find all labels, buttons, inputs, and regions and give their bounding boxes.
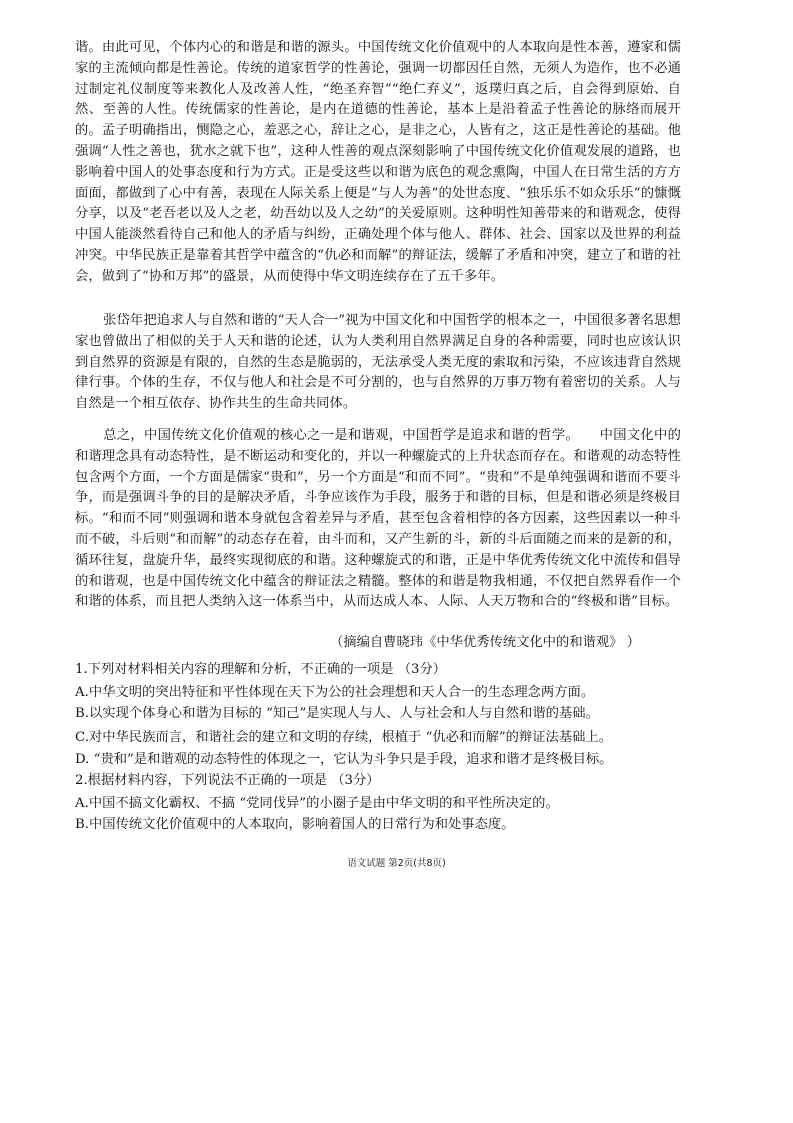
page-footer: 语文试题 第2页(共8页) xyxy=(347,858,446,869)
paragraph-harmony-origin: 谐。由此可见，个体内心的和谐是和谐的源头。中国传统文化价值观中的人本取向是性本善，遵家和儒家的主流倾向都是性善论。传统的道家哲学的性善论，强调一切都因任自然，无须人为造作，也不必通过制定礼仪制度等来教化人及改善人性，“绝圣弃智”“绝仁弃义”，返璞归真之后，自会得到原始、自然、至善的人性。传统儒家的性善论，是内在道德的性善论，基本上是沿着孟子性善论的脉络而展开的。孟子明确指出，恻隐之心，羞恶之心，辞让之心，是非之心，人皆有之，这正是性善论的基础。他强调“人性之善也，犹水之就下也”，这种人性善的观点深刻影响了中国传统文化价值观发展的道路，也影响着中国人的处事态度和行为方式。正是受这些以和谐为底色的观念熏陶，中国人在日常生活的方方面面，都做到了心中有善，表现在人际关系上便是“与人为善”的处世态度、“独乐乐不如众乐乐”的慷慨分享，以及“老吾老以及人之老，幼吾幼以及人之幼”的关爱原则。这种明性知善带来的和谐观念，使得中国人能淡然看待自己和他人的矛盾与纠纷，正确处理个体与他人、群体、社会、国家以及世界的利益冲突。中华民族正是靠着其哲学中蕴含的“仇必和而解”的辩证法，缓解了矛盾和冲突，建立了和谐的社会，做到了“协和万邦”的盛景，从而使得中华文明连续存在了五千多年。 xyxy=(75,40,681,284)
paragraph-conclusion-text: 总之，中国传统文化价值观的核心之一是和谐观，中国哲学是追求和谐的哲学。 中国文化中的和谐理念具有动态特性，是不断运动和变化的，并以一种螺旋式的上升状态而存在。和谐观的动态特性包含两个方面，一个方面是儒家“贵和”，另一个方面是“和而不同”。“贵和”不是单纯强调和谐而不要斗争，而是强调斗争的目的是解决矛盾，斗争应该作为手段，服务于和谐的目标，但是和谐必须是终极目标。“和而不同”则强调和谐本身就包含着差异与矛盾，甚至包含着相悖的各方因素，这些因素以一种斗而不破，斗后则“和而解”的动态存在着，由斗而和，又产生新的斗，新的斗后面随之而来的是新的和，循环往复，盘旋升华，最终实现彻底的和谐。这种螺旋式的和谐，正是中华优秀传统文化中流传和倡导的和谐观，也是中国传统文化中蕴含的辩证法之精髓。整体的和谐是物我相通，不仅把自然界看作一个和谐的体系，而且把人类纳入这一体系当中，从而达成人本、人际、人天万物和合的“终极和谐”目标。 xyxy=(75,428,681,610)
question-2-option-b: B.中国传统文化价值观中的人本取向，影响着国人的日常行为和处事态度。 xyxy=(75,817,515,832)
question-2-stem: 2.根据材料内容，下列说法不正确的一项是 （3分） xyxy=(75,773,380,788)
paragraph-nature-harmony xyxy=(75,311,681,415)
question-1-option-d: D. “贵和”是和谐观的动态特性的体现之一，它认为斗争只是手段，追求和谐才是终极目标。 xyxy=(75,752,613,767)
question-1-option-a: A.中华文明的突出特征和平性体现在天下为公的社会理想和天人合一的生态理念两方面。 xyxy=(75,685,595,700)
question-2-option-a: A.中国不搞文化霸权、不搞 “党同伐异”的小圈子是由中华文明的和平性所决定的。 xyxy=(75,796,559,811)
question-1-stem: 1.下列对材料相关内容的理解和分析，不正确的一项是 （3分） xyxy=(75,662,447,677)
paragraph-nature-harmony-text: 张岱年把追求人与自然和谐的“天人合一”视为中国文化和中国哲学的根本之一，中国很多著名思想家也曾做出了相似的关于人天和谐的论述，认为人类利用自然界满足自身的各种需要，同时也应该认识到自然界的资源是有限的，自然的生态是脆弱的，无法承受人类无度的索取和污染，不应该违背自然规律行事。个体的生存，不仅与他人和社会是不可分割的，也与自然界的万事万物有着密切的关系。人与自然是一个相互依存、协作共生的生命共同体。 xyxy=(75,313,681,412)
question-1-option-c: C.对中华民族而言，和谐社会的建立和文明的存续，根植于 “仇必和而解”的辩证法基础上。 xyxy=(75,730,613,745)
paragraph-conclusion xyxy=(75,426,681,613)
source-citation: （摘编自曹晓玮《中华优秀传统文化中的和谐观》 ） xyxy=(330,635,641,650)
question-1-option-b: B.以实现个体身心和谐为目标的 “知己”是实现人与人、人与社会和人与自然和谐的基础。 xyxy=(75,706,599,721)
